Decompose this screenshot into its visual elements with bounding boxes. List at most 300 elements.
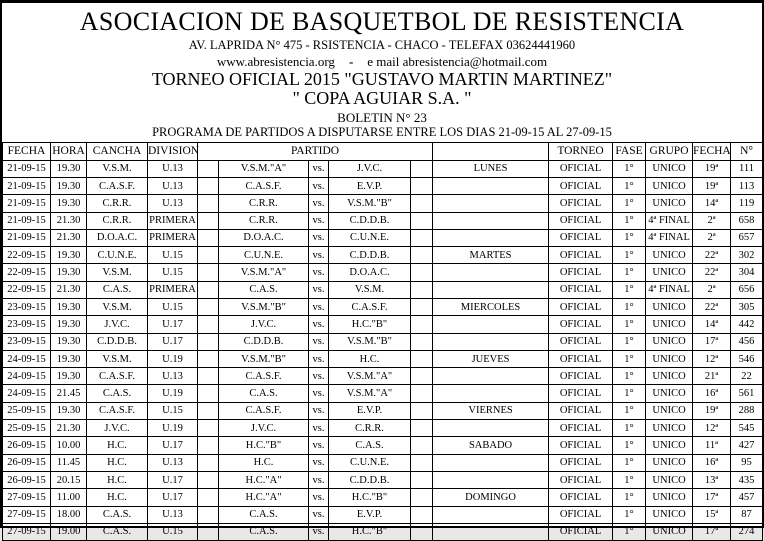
cell-day xyxy=(433,212,549,229)
cell-nro: 304 xyxy=(731,264,763,281)
cell-fase: 1° xyxy=(613,333,646,350)
table-row xyxy=(3,229,763,246)
address-line: AV. LAPRIDA N° 475 - RSISTENCIA - CHACO - TELEFAX 03624441960 xyxy=(188,38,576,53)
cell-day xyxy=(433,385,549,402)
cell-division: U.15 xyxy=(148,402,198,419)
cell-local-team: C.R.R. xyxy=(219,195,309,212)
cell-nro: 22 xyxy=(731,368,763,385)
cell-spacer-right xyxy=(411,489,433,506)
cell-division: U.13 xyxy=(148,177,198,194)
cell-division: U.17 xyxy=(148,489,198,506)
cell-fase: 1° xyxy=(613,316,646,333)
cell-visitor-team: J.V.C. xyxy=(329,160,411,177)
cell-cancha: C.A.S. xyxy=(87,523,148,540)
cell-visitor-team: C.D.D.B. xyxy=(329,247,411,264)
cell-fase: 1° xyxy=(613,195,646,212)
cell-day: VIERNES xyxy=(433,402,549,419)
cell-cancha: C.A.S.F. xyxy=(87,368,148,385)
cell-visitor-team: V.S.M."B" xyxy=(329,333,411,350)
cell-spacer-left xyxy=(198,489,219,506)
cell-nro: 656 xyxy=(731,281,763,298)
cell-grupo: UNICO xyxy=(646,420,693,437)
cell-cancha: C.R.R. xyxy=(87,212,148,229)
cell-nro: 427 xyxy=(731,437,763,454)
cell-visitor-team: C.A.S.F. xyxy=(329,298,411,315)
table-row xyxy=(3,489,763,506)
table-row xyxy=(3,264,763,281)
cell-spacer-right xyxy=(411,281,433,298)
cell-division: U.15 xyxy=(148,298,198,315)
cell-day: SABADO xyxy=(433,437,549,454)
cell-spacer-right xyxy=(411,316,433,333)
cell-spacer-left xyxy=(198,264,219,281)
cell-local-team: C.D.D.B. xyxy=(219,333,309,350)
header-dia xyxy=(433,142,549,160)
header-nro: N° xyxy=(731,142,763,160)
cell-cancha: C.A.S. xyxy=(87,281,148,298)
cell-spacer-right xyxy=(411,402,433,419)
cell-day: MIERCOLES xyxy=(433,298,549,315)
cell-spacer-left xyxy=(198,350,219,367)
cell-torneo: OFICIAL xyxy=(549,437,613,454)
cell-fase: 1° xyxy=(613,454,646,471)
cell-division: U.15 xyxy=(148,264,198,281)
cell-vs: vs. xyxy=(309,523,329,540)
cell-torneo: OFICIAL xyxy=(549,454,613,471)
cell-jornada: 17ª xyxy=(693,489,731,506)
cell-local-team: J.V.C. xyxy=(219,316,309,333)
table-row xyxy=(3,212,763,229)
cell-hora: 21.30 xyxy=(51,281,87,298)
cell-local-team: C.R.R. xyxy=(219,212,309,229)
cell-day: LUNES xyxy=(433,160,549,177)
cell-cancha: C.U.N.E. xyxy=(87,247,148,264)
cell-visitor-team: C.A.S. xyxy=(329,437,411,454)
cell-nro: 456 xyxy=(731,333,763,350)
cell-jornada: 11ª xyxy=(693,437,731,454)
cell-hora: 10.00 xyxy=(51,437,87,454)
cell-jornada: 16ª xyxy=(693,385,731,402)
cell-hora: 11.00 xyxy=(51,489,87,506)
cell-jornada: 19ª xyxy=(693,402,731,419)
cell-jornada: 12ª xyxy=(693,420,731,437)
header-fecha2: FECHA xyxy=(693,142,731,160)
cell-fecha: 23-09-15 xyxy=(3,316,51,333)
cell-grupo: UNICO xyxy=(646,471,693,488)
cell-torneo: OFICIAL xyxy=(549,333,613,350)
cell-local-team: H.C."A" xyxy=(219,489,309,506)
cell-nro: 302 xyxy=(731,247,763,264)
cell-cancha: C.A.S. xyxy=(87,385,148,402)
cell-hora: 19.30 xyxy=(51,247,87,264)
cell-hora: 19.30 xyxy=(51,177,87,194)
cell-visitor-team: D.O.A.C. xyxy=(329,264,411,281)
cell-local-team: C.A.S. xyxy=(219,385,309,402)
cell-torneo: OFICIAL xyxy=(549,368,613,385)
masthead xyxy=(2,3,762,140)
cell-visitor-team: E.V.P. xyxy=(329,506,411,523)
cell-grupo: UNICO xyxy=(646,350,693,367)
cell-jornada: 2ª xyxy=(693,281,731,298)
cell-nro: 561 xyxy=(731,385,763,402)
cell-local-team: J.V.C. xyxy=(219,420,309,437)
cell-cancha: D.O.A.C. xyxy=(87,229,148,246)
cell-fecha: 22-09-15 xyxy=(3,247,51,264)
cell-vs: vs. xyxy=(309,264,329,281)
cell-spacer-left xyxy=(198,177,219,194)
cell-hora: 19.30 xyxy=(51,298,87,315)
header-fase: FASE xyxy=(613,142,646,160)
cell-spacer-left xyxy=(198,437,219,454)
cell-hora: 19.30 xyxy=(51,316,87,333)
cell-division: PRIMERA xyxy=(148,229,198,246)
cell-day xyxy=(433,177,549,194)
header-torneo: TORNEO xyxy=(549,142,613,160)
cell-vs: vs. xyxy=(309,177,329,194)
cell-day: JUEVES xyxy=(433,350,549,367)
cell-division: U.13 xyxy=(148,368,198,385)
cell-spacer-left xyxy=(198,333,219,350)
cell-visitor-team: C.R.R. xyxy=(329,420,411,437)
cell-cancha: V.S.M. xyxy=(87,350,148,367)
cell-vs: vs. xyxy=(309,402,329,419)
cell-jornada: 19ª xyxy=(693,160,731,177)
cell-fase: 1° xyxy=(613,489,646,506)
cell-division: U.13 xyxy=(148,160,198,177)
cell-division: U.17 xyxy=(148,333,198,350)
cell-fase: 1° xyxy=(613,471,646,488)
cell-cancha: C.R.R. xyxy=(87,195,148,212)
header-fecha: FECHA xyxy=(3,142,51,160)
cell-local-team: V.S.M."B" xyxy=(219,350,309,367)
tournament-title: TORNEO OFICIAL 2015 "GUSTAVO MARTIN MARTINEZ" xyxy=(151,69,613,90)
table-row xyxy=(3,454,763,471)
cell-fase: 1° xyxy=(613,402,646,419)
cell-cancha: V.S.M. xyxy=(87,298,148,315)
cell-division: U.13 xyxy=(148,195,198,212)
cell-cancha: H.C. xyxy=(87,437,148,454)
cell-torneo: OFICIAL xyxy=(549,264,613,281)
cell-division: U.15 xyxy=(148,247,198,264)
cell-spacer-right xyxy=(411,229,433,246)
cell-grupo: UNICO xyxy=(646,368,693,385)
cell-fecha: 27-09-15 xyxy=(3,523,51,540)
cell-spacer-left xyxy=(198,160,219,177)
cell-torneo: OFICIAL xyxy=(549,281,613,298)
cell-fecha: 23-09-15 xyxy=(3,333,51,350)
cell-nro: 545 xyxy=(731,420,763,437)
cell-division: U.19 xyxy=(148,420,198,437)
cell-nro: 111 xyxy=(731,160,763,177)
cell-local-team: H.C. xyxy=(219,454,309,471)
table-row xyxy=(3,298,763,315)
cell-cancha: V.S.M. xyxy=(87,264,148,281)
cell-cancha: C.D.D.B. xyxy=(87,333,148,350)
table-row xyxy=(3,471,763,488)
cell-hora: 21.30 xyxy=(51,229,87,246)
cell-spacer-left xyxy=(198,385,219,402)
cell-vs: vs. xyxy=(309,489,329,506)
cell-nro: 442 xyxy=(731,316,763,333)
cell-fase: 1° xyxy=(613,298,646,315)
cell-spacer-right xyxy=(411,506,433,523)
cell-jornada: 13ª xyxy=(693,471,731,488)
header-cancha: CANCHA xyxy=(87,142,148,160)
cell-grupo: UNICO xyxy=(646,489,693,506)
cell-grupo: UNICO xyxy=(646,316,693,333)
cell-nro: 305 xyxy=(731,298,763,315)
cell-local-team: H.C."B" xyxy=(219,437,309,454)
cell-fecha: 21-09-15 xyxy=(3,160,51,177)
cell-spacer-right xyxy=(411,471,433,488)
cell-vs: vs. xyxy=(309,454,329,471)
cell-division: U.19 xyxy=(148,350,198,367)
cell-vs: vs. xyxy=(309,368,329,385)
cell-fase: 1° xyxy=(613,506,646,523)
cell-torneo: OFICIAL xyxy=(549,471,613,488)
cell-day xyxy=(433,333,549,350)
cell-jornada: 14ª xyxy=(693,316,731,333)
cell-spacer-right xyxy=(411,385,433,402)
cell-torneo: OFICIAL xyxy=(549,229,613,246)
cell-fase: 1° xyxy=(613,264,646,281)
cell-local-team: C.A.S.F. xyxy=(219,368,309,385)
table-row xyxy=(3,177,763,194)
cell-fase: 1° xyxy=(613,212,646,229)
cell-spacer-right xyxy=(411,333,433,350)
cell-nro: 435 xyxy=(731,471,763,488)
cup-title: " COPA AGUIAR S.A. " xyxy=(292,87,472,108)
table-row xyxy=(3,195,763,212)
cell-fecha: 23-09-15 xyxy=(3,298,51,315)
cell-hora: 19.30 xyxy=(51,368,87,385)
cell-spacer-left xyxy=(198,229,219,246)
cell-vs: vs. xyxy=(309,212,329,229)
cell-local-team: D.O.A.C. xyxy=(219,229,309,246)
cell-fecha: 25-09-15 xyxy=(3,402,51,419)
cell-grupo: UNICO xyxy=(646,264,693,281)
table-header-row xyxy=(3,142,763,160)
table-row xyxy=(3,402,763,419)
cell-grupo: 4ª FINAL xyxy=(646,229,693,246)
cell-torneo: OFICIAL xyxy=(549,177,613,194)
email-text: e mail abresistencia@hotmail.com xyxy=(367,54,548,70)
cell-torneo: OFICIAL xyxy=(549,195,613,212)
cell-nro: 657 xyxy=(731,229,763,246)
cell-jornada: 14ª xyxy=(693,195,731,212)
association-title: ASOCIACION DE BASQUETBOL DE RESISTENCIA xyxy=(79,7,685,36)
cell-grupo: UNICO xyxy=(646,160,693,177)
cell-jornada: 2ª xyxy=(693,212,731,229)
cell-grupo: UNICO xyxy=(646,195,693,212)
cell-grupo: UNICO xyxy=(646,177,693,194)
table-row xyxy=(3,523,763,540)
table-row xyxy=(3,420,763,437)
cell-hora: 19.30 xyxy=(51,195,87,212)
cell-fecha: 21-09-15 xyxy=(3,229,51,246)
cell-fecha: 25-09-15 xyxy=(3,420,51,437)
cell-spacer-right xyxy=(411,177,433,194)
cell-fecha: 21-09-15 xyxy=(3,177,51,194)
cell-cancha: H.C. xyxy=(87,471,148,488)
cell-division: U.15 xyxy=(148,523,198,540)
cell-spacer-right xyxy=(411,247,433,264)
cell-division: U.13 xyxy=(148,506,198,523)
cell-vs: vs. xyxy=(309,420,329,437)
cell-fecha: 26-09-15 xyxy=(3,471,51,488)
cell-fecha: 24-09-15 xyxy=(3,385,51,402)
cell-hora: 19.00 xyxy=(51,523,87,540)
cell-vs: vs. xyxy=(309,298,329,315)
cell-day xyxy=(433,523,549,540)
cell-grupo: UNICO xyxy=(646,506,693,523)
cell-grupo: UNICO xyxy=(646,247,693,264)
cell-nro: 113 xyxy=(731,177,763,194)
cell-nro: 457 xyxy=(731,489,763,506)
cell-vs: vs. xyxy=(309,316,329,333)
cell-spacer-left xyxy=(198,212,219,229)
cell-local-team: C.A.S. xyxy=(219,523,309,540)
cell-spacer-left xyxy=(198,247,219,264)
cell-fecha: 22-09-15 xyxy=(3,281,51,298)
cell-local-team: C.A.S.F. xyxy=(219,177,309,194)
cell-fecha: 24-09-15 xyxy=(3,368,51,385)
header-grupo: GRUPO xyxy=(646,142,693,160)
cell-nro: 119 xyxy=(731,195,763,212)
cell-torneo: OFICIAL xyxy=(549,523,613,540)
cell-jornada: 17ª xyxy=(693,333,731,350)
cell-grupo: UNICO xyxy=(646,298,693,315)
cell-day xyxy=(433,281,549,298)
cell-hora: 11.45 xyxy=(51,454,87,471)
header-division: DIVISION xyxy=(148,142,198,160)
table-row xyxy=(3,316,763,333)
cell-grupo: UNICO xyxy=(646,385,693,402)
cell-visitor-team: V.S.M."A" xyxy=(329,385,411,402)
cell-cancha: V.S.M. xyxy=(87,160,148,177)
cell-fase: 1° xyxy=(613,420,646,437)
website-text: www.abresistencia.org xyxy=(216,54,335,70)
cell-cancha: C.A.S.F. xyxy=(87,177,148,194)
cell-spacer-right xyxy=(411,212,433,229)
cell-visitor-team: C.D.D.B. xyxy=(329,471,411,488)
cell-local-team: V.S.M."B" xyxy=(219,298,309,315)
cell-visitor-team: C.U.N.E. xyxy=(329,229,411,246)
cell-spacer-right xyxy=(411,420,433,437)
cell-jornada: 22ª xyxy=(693,264,731,281)
cell-spacer-left xyxy=(198,506,219,523)
cell-fase: 1° xyxy=(613,160,646,177)
cell-torneo: OFICIAL xyxy=(549,420,613,437)
header-hora: HORA xyxy=(51,142,87,160)
cell-jornada: 17ª xyxy=(693,523,731,540)
cell-visitor-team: V.S.M."A" xyxy=(329,368,411,385)
cell-day xyxy=(433,471,549,488)
cell-torneo: OFICIAL xyxy=(549,402,613,419)
cell-day xyxy=(433,368,549,385)
cell-spacer-left xyxy=(198,195,219,212)
cell-grupo: UNICO xyxy=(646,402,693,419)
cell-spacer-right xyxy=(411,350,433,367)
cell-fecha: 21-09-15 xyxy=(3,212,51,229)
cell-visitor-team: H.C. xyxy=(329,350,411,367)
cell-nro: 274 xyxy=(731,523,763,540)
cell-torneo: OFICIAL xyxy=(549,506,613,523)
table-row xyxy=(3,506,763,523)
cell-torneo: OFICIAL xyxy=(549,212,613,229)
cell-division: U.17 xyxy=(148,471,198,488)
cell-cancha: J.V.C. xyxy=(87,316,148,333)
cell-cancha: H.C. xyxy=(87,454,148,471)
cell-vs: vs. xyxy=(309,385,329,402)
cell-fecha: 27-09-15 xyxy=(3,506,51,523)
cell-fecha: 22-09-15 xyxy=(3,264,51,281)
cell-division: U.13 xyxy=(148,454,198,471)
cell-spacer-left xyxy=(198,523,219,540)
cell-cancha: C.A.S. xyxy=(87,506,148,523)
contact-line xyxy=(2,52,762,69)
table-row xyxy=(3,160,763,177)
bulletin-number: BOLETIN N° 23 xyxy=(337,109,427,125)
cell-jornada: 22ª xyxy=(693,298,731,315)
cell-grupo: 4ª FINAL xyxy=(646,281,693,298)
schedule-table xyxy=(2,142,763,541)
cell-day xyxy=(433,506,549,523)
cell-fase: 1° xyxy=(613,281,646,298)
cell-spacer-right xyxy=(411,195,433,212)
table-row xyxy=(3,247,763,264)
cell-spacer-right xyxy=(411,454,433,471)
cell-fecha: 21-09-15 xyxy=(3,195,51,212)
cell-torneo: OFICIAL xyxy=(549,489,613,506)
cell-spacer-left xyxy=(198,471,219,488)
cell-jornada: 15ª xyxy=(693,506,731,523)
cell-fase: 1° xyxy=(613,229,646,246)
cell-hora: 20.15 xyxy=(51,471,87,488)
cell-grupo: UNICO xyxy=(646,437,693,454)
cell-nro: 95 xyxy=(731,454,763,471)
cell-vs: vs. xyxy=(309,350,329,367)
cell-division: U.17 xyxy=(148,316,198,333)
cell-cancha: J.V.C. xyxy=(87,420,148,437)
cell-hora: 18.00 xyxy=(51,506,87,523)
cell-torneo: OFICIAL xyxy=(549,316,613,333)
cell-spacer-right xyxy=(411,298,433,315)
cell-local-team: C.A.S.F. xyxy=(219,402,309,419)
table-row xyxy=(3,437,763,454)
cell-visitor-team: E.V.P. xyxy=(329,177,411,194)
cell-fecha: 26-09-15 xyxy=(3,454,51,471)
cell-grupo: UNICO xyxy=(646,523,693,540)
cell-local-team: V.S.M."A" xyxy=(219,160,309,177)
cell-division: U.19 xyxy=(148,385,198,402)
cell-spacer-left xyxy=(198,298,219,315)
cell-spacer-right xyxy=(411,437,433,454)
cell-jornada: 16ª xyxy=(693,454,731,471)
cell-vs: vs. xyxy=(309,247,329,264)
cell-vs: vs. xyxy=(309,437,329,454)
cell-visitor-team: C.U.N.E. xyxy=(329,454,411,471)
cell-day: MARTES xyxy=(433,247,549,264)
cell-spacer-right xyxy=(411,160,433,177)
table-row xyxy=(3,350,763,367)
table-row xyxy=(3,281,763,298)
table-body xyxy=(3,160,763,541)
cell-torneo: OFICIAL xyxy=(549,350,613,367)
cell-vs: vs. xyxy=(309,333,329,350)
cell-fecha: 26-09-15 xyxy=(3,437,51,454)
program-subtitle: PROGRAMA DE PARTIDOS A DISPUTARSE ENTRE LOS DIAS 21-09-15 AL 27-09-15 xyxy=(152,125,612,140)
